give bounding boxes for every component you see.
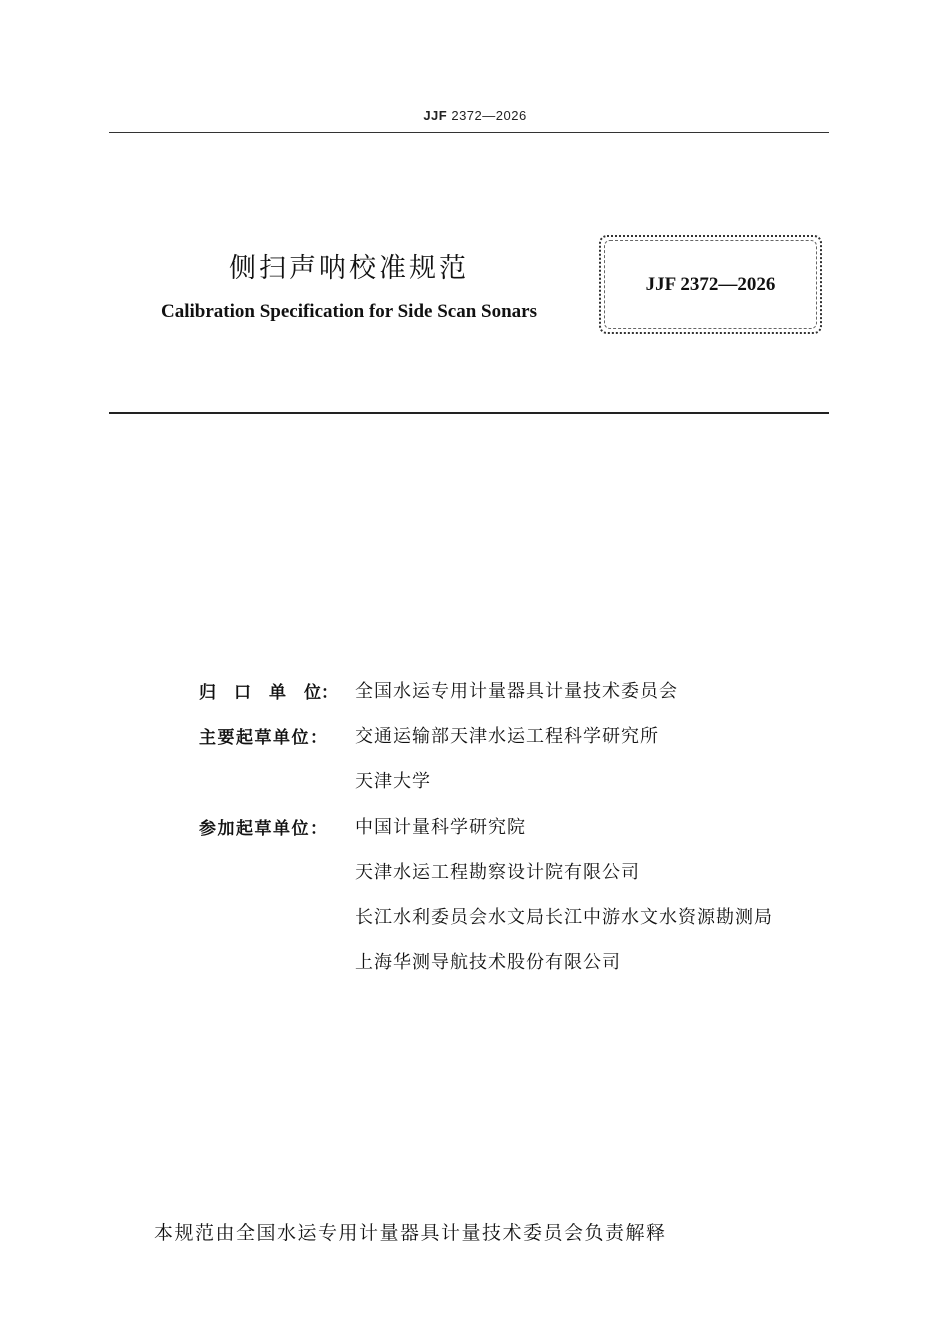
participating-row — [199, 856, 640, 886]
header-standard-code — [0, 108, 950, 123]
participating-row — [199, 901, 773, 931]
standard-code-box-text: JJF 2372—2026 — [645, 273, 776, 295]
title-divider — [109, 412, 829, 414]
label-char: 位 — [304, 682, 321, 703]
header-code-prefix: JJF — [423, 108, 448, 123]
label-char: 单 — [269, 682, 286, 703]
main-drafting-label: 主要起草单位： — [199, 727, 329, 748]
responsible-unit-row — [199, 675, 678, 705]
label-colon: ： — [321, 682, 338, 703]
main-drafting-value: 天津大学 — [355, 771, 431, 792]
participating-value: 长江水利委员会水文局长江中游水文水资源勘测局 — [355, 907, 773, 928]
participating-label: 参加起草单位： — [199, 818, 329, 839]
main-drafting-value: 交通运输部天津水运工程科学研究所 — [355, 726, 659, 747]
standard-code-box — [599, 235, 822, 334]
label-char: 口 — [234, 682, 251, 703]
interpretation-note: 本规范由全国水运专用计量器具计量技术委员会负责解释 — [154, 1222, 667, 1244]
responsible-unit-value: 全国水运专用计量器具计量技术委员会 — [355, 681, 678, 702]
participating-value: 中国计量科学研究院 — [355, 817, 526, 838]
main-drafting-row — [199, 720, 659, 750]
responsible-unit-label — [199, 678, 338, 703]
label-char: 归 — [199, 682, 216, 703]
participating-row — [199, 946, 621, 976]
participating-value: 上海华测导航技术股份有限公司 — [355, 952, 621, 973]
participating-row — [199, 811, 526, 841]
header-divider — [109, 132, 829, 133]
participating-value: 天津水运工程勘察设计院有限公司 — [355, 862, 640, 883]
main-drafting-row — [199, 765, 431, 795]
document-title-chinese: 侧扫声呐校准规范 — [229, 253, 469, 284]
header-code-number: 2372—2026 — [451, 108, 527, 123]
document-title-english: Calibration Specification for Side Scan Sonars — [161, 301, 537, 322]
